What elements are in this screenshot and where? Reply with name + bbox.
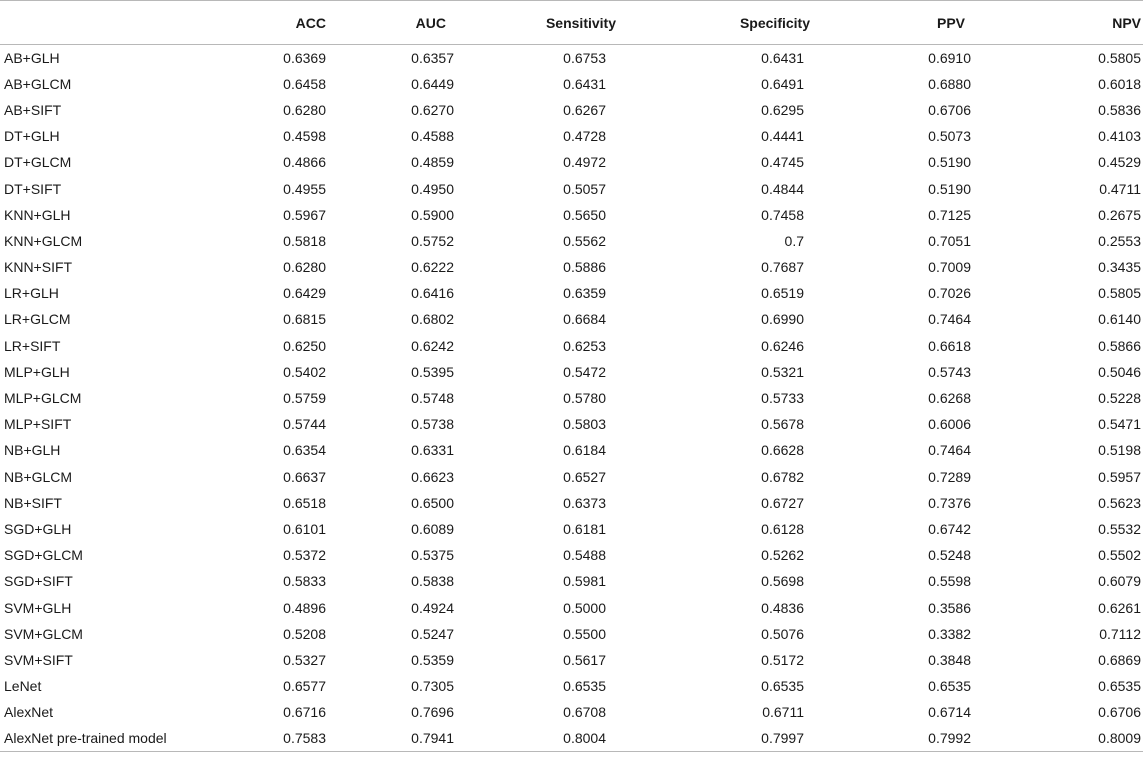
cell-model: AB+SIFT xyxy=(4,101,62,118)
cell-sensitivity: 0.6267 xyxy=(563,101,606,118)
cell-model: MLP+SIFT xyxy=(4,416,72,433)
cell-sensitivity: 0.5803 xyxy=(563,416,606,433)
cell-ppv: 0.7026 xyxy=(928,285,971,302)
cell-ppv: 0.6880 xyxy=(928,75,971,92)
cell-specificity: 0.6628 xyxy=(761,442,804,459)
cell-auc: 0.4950 xyxy=(411,180,454,197)
table-row xyxy=(0,516,1143,542)
cell-auc: 0.4924 xyxy=(411,599,454,616)
cell-sensitivity: 0.4972 xyxy=(563,154,606,171)
cell-npv: 0.6869 xyxy=(1098,651,1141,668)
cell-npv: 0.5532 xyxy=(1098,520,1141,537)
cell-acc: 0.5759 xyxy=(283,390,326,407)
table-row xyxy=(0,333,1143,359)
cell-model: MLP+GLH xyxy=(4,363,70,380)
cell-ppv: 0.7992 xyxy=(928,730,971,747)
cell-ppv: 0.5190 xyxy=(928,154,971,171)
cell-sensitivity: 0.6373 xyxy=(563,494,606,511)
cell-auc: 0.5359 xyxy=(411,651,454,668)
cell-specificity: 0.4836 xyxy=(761,599,804,616)
cell-specificity: 0.5321 xyxy=(761,363,804,380)
cell-ppv: 0.5598 xyxy=(928,573,971,590)
cell-npv: 0.4529 xyxy=(1098,154,1141,171)
cell-auc: 0.7941 xyxy=(411,730,454,747)
cell-specificity: 0.7458 xyxy=(761,206,804,223)
cell-sensitivity: 0.6684 xyxy=(563,311,606,328)
cell-model: SVM+GLCM xyxy=(4,625,83,642)
cell-specificity: 0.5262 xyxy=(761,547,804,564)
cell-sensitivity: 0.5057 xyxy=(563,180,606,197)
cell-ppv: 0.6535 xyxy=(928,678,971,695)
header-auc: AUC xyxy=(415,14,446,31)
cell-sensitivity: 0.6527 xyxy=(563,468,606,485)
cell-ppv: 0.6714 xyxy=(928,704,971,721)
table-row xyxy=(0,306,1143,332)
cell-sensitivity: 0.5000 xyxy=(563,599,606,616)
cell-model: DT+GLCM xyxy=(4,154,72,171)
table-row xyxy=(0,228,1143,254)
cell-ppv: 0.6910 xyxy=(928,49,971,66)
cell-sensitivity: 0.6535 xyxy=(563,678,606,695)
cell-specificity: 0.6727 xyxy=(761,494,804,511)
cell-ppv: 0.3382 xyxy=(928,625,971,642)
cell-acc: 0.6369 xyxy=(283,49,326,66)
cell-sensitivity: 0.6253 xyxy=(563,337,606,354)
cell-sensitivity: 0.6359 xyxy=(563,285,606,302)
cell-model: DT+SIFT xyxy=(4,180,62,197)
cell-sensitivity: 0.6708 xyxy=(563,704,606,721)
cell-auc: 0.7305 xyxy=(411,678,454,695)
cell-auc: 0.5247 xyxy=(411,625,454,642)
cell-ppv: 0.6268 xyxy=(928,390,971,407)
cell-acc: 0.6815 xyxy=(283,311,326,328)
cell-auc: 0.6270 xyxy=(411,101,454,118)
cell-ppv: 0.7289 xyxy=(928,468,971,485)
cell-model: AlexNet pre-trained model xyxy=(4,730,167,747)
cell-model: SGD+GLCM xyxy=(4,547,83,564)
header-model xyxy=(0,1,225,45)
cell-acc: 0.4896 xyxy=(283,599,326,616)
cell-acc: 0.6250 xyxy=(283,337,326,354)
cell-model: DT+GLH xyxy=(4,128,60,145)
cell-model: LeNet xyxy=(4,678,42,695)
table-row xyxy=(0,437,1143,463)
table-row xyxy=(0,175,1143,201)
cell-acc: 0.6518 xyxy=(283,494,326,511)
header-row xyxy=(0,1,1143,45)
cell-sensitivity: 0.5472 xyxy=(563,363,606,380)
cell-sensitivity: 0.5500 xyxy=(563,625,606,642)
cell-acc: 0.6354 xyxy=(283,442,326,459)
cell-sensitivity: 0.5617 xyxy=(563,651,606,668)
cell-model: LR+GLCM xyxy=(4,311,71,328)
cell-auc: 0.6357 xyxy=(411,49,454,66)
cell-ppv: 0.7376 xyxy=(928,494,971,511)
header-npv: NPV xyxy=(1112,14,1141,31)
table-row xyxy=(0,97,1143,123)
table-row xyxy=(0,490,1143,516)
cell-acc: 0.4955 xyxy=(283,180,326,197)
table-row xyxy=(0,123,1143,149)
cell-specificity: 0.6246 xyxy=(761,337,804,354)
cell-acc: 0.4598 xyxy=(283,128,326,145)
cell-acc: 0.6429 xyxy=(283,285,326,302)
cell-auc: 0.6802 xyxy=(411,311,454,328)
table-row xyxy=(0,621,1143,647)
cell-specificity: 0.6535 xyxy=(761,678,804,695)
table-row xyxy=(0,280,1143,306)
cell-sensitivity: 0.5488 xyxy=(563,547,606,564)
cell-ppv: 0.6618 xyxy=(928,337,971,354)
cell-model: NB+GLCM xyxy=(4,468,73,485)
cell-npv: 0.4711 xyxy=(1099,180,1141,197)
cell-npv: 0.5502 xyxy=(1098,547,1141,564)
cell-sensitivity: 0.5981 xyxy=(563,573,606,590)
cell-npv: 0.5836 xyxy=(1098,101,1141,118)
cell-acc: 0.5327 xyxy=(283,651,326,668)
cell-acc: 0.6280 xyxy=(283,101,326,118)
cell-auc: 0.6331 xyxy=(411,442,454,459)
cell-npv: 0.5228 xyxy=(1098,390,1141,407)
cell-acc: 0.6577 xyxy=(283,678,326,695)
cell-acc: 0.7583 xyxy=(283,730,326,747)
cell-model: MLP+GLCM xyxy=(4,390,82,407)
cell-specificity: 0.6295 xyxy=(761,101,804,118)
cell-auc: 0.5375 xyxy=(411,547,454,564)
cell-sensitivity: 0.5886 xyxy=(563,259,606,276)
cell-acc: 0.4866 xyxy=(283,154,326,171)
cell-specificity: 0.4844 xyxy=(761,180,804,197)
cell-sensitivity: 0.5650 xyxy=(563,206,606,223)
cell-npv: 0.7112 xyxy=(1099,625,1141,642)
cell-npv: 0.5471 xyxy=(1098,416,1141,433)
cell-sensitivity: 0.6181 xyxy=(563,520,606,537)
cell-specificity: 0.5172 xyxy=(761,651,804,668)
cell-npv: 0.5623 xyxy=(1098,494,1141,511)
cell-specificity: 0.6491 xyxy=(761,75,804,92)
cell-model: KNN+GLCM xyxy=(4,232,83,249)
cell-ppv: 0.5248 xyxy=(928,547,971,564)
cell-specificity: 0.6990 xyxy=(761,311,804,328)
table-row xyxy=(0,45,1143,71)
cell-sensitivity: 0.6753 xyxy=(563,49,606,66)
cell-ppv: 0.3586 xyxy=(928,599,971,616)
header-ppv: PPV xyxy=(936,14,965,31)
cell-ppv: 0.5743 xyxy=(928,363,971,380)
cell-model: AB+GLCM xyxy=(4,75,72,92)
cell-acc: 0.5208 xyxy=(283,625,326,642)
cell-npv: 0.6140 xyxy=(1098,311,1141,328)
cell-npv: 0.5805 xyxy=(1098,285,1141,302)
cell-ppv: 0.5190 xyxy=(928,180,971,197)
cell-acc: 0.6101 xyxy=(283,520,326,537)
cell-model: SVM+GLH xyxy=(4,599,72,616)
cell-npv: 0.6018 xyxy=(1098,75,1141,92)
cell-acc: 0.5402 xyxy=(283,363,326,380)
cell-model: LR+SIFT xyxy=(4,337,61,354)
cell-auc: 0.4859 xyxy=(411,154,454,171)
cell-auc: 0.6089 xyxy=(411,520,454,537)
cell-model: SVM+SIFT xyxy=(4,651,73,668)
table-row xyxy=(0,359,1143,385)
cell-auc: 0.5395 xyxy=(411,363,454,380)
cell-model: NB+GLH xyxy=(4,442,61,459)
cell-specificity: 0.6711 xyxy=(762,704,804,721)
cell-auc: 0.5838 xyxy=(411,573,454,590)
table-row xyxy=(0,71,1143,97)
cell-model: AlexNet xyxy=(4,704,54,721)
cell-npv: 0.2675 xyxy=(1098,206,1141,223)
cell-acc: 0.6637 xyxy=(283,468,326,485)
cell-specificity: 0.5698 xyxy=(761,573,804,590)
cell-ppv: 0.7464 xyxy=(928,311,971,328)
cell-ppv: 0.6742 xyxy=(928,520,971,537)
cell-auc: 0.6416 xyxy=(411,285,454,302)
cell-specificity: 0.6519 xyxy=(761,285,804,302)
cell-sensitivity: 0.6184 xyxy=(563,442,606,459)
cell-sensitivity: 0.5780 xyxy=(563,390,606,407)
table-row xyxy=(0,647,1143,673)
cell-npv: 0.8009 xyxy=(1098,730,1141,747)
cell-npv: 0.6261 xyxy=(1098,599,1141,616)
cell-sensitivity: 0.4728 xyxy=(563,128,606,145)
cell-ppv: 0.7051 xyxy=(928,232,971,249)
cell-acc: 0.5833 xyxy=(283,573,326,590)
table-row xyxy=(0,464,1143,490)
cell-npv: 0.5046 xyxy=(1098,363,1141,380)
cell-auc: 0.5900 xyxy=(411,206,454,223)
cell-npv: 0.5866 xyxy=(1098,337,1141,354)
cell-auc: 0.7696 xyxy=(411,704,454,721)
cell-specificity: 0.5733 xyxy=(761,390,804,407)
cell-auc: 0.6500 xyxy=(411,494,454,511)
cell-auc: 0.5738 xyxy=(411,416,454,433)
cell-sensitivity: 0.6431 xyxy=(563,75,606,92)
cell-auc: 0.4588 xyxy=(411,128,454,145)
cell-acc: 0.5967 xyxy=(283,206,326,223)
cell-specificity: 0.5678 xyxy=(761,416,804,433)
cell-auc: 0.6222 xyxy=(411,259,454,276)
cell-specificity: 0.7687 xyxy=(761,259,804,276)
header-sensitivity: Sensitivity xyxy=(545,14,616,31)
header-acc: ACC xyxy=(295,14,326,31)
cell-acc: 0.5744 xyxy=(283,416,326,433)
cell-acc: 0.5372 xyxy=(283,547,326,564)
table-row xyxy=(0,542,1143,568)
cell-npv: 0.2553 xyxy=(1098,232,1141,249)
table-row xyxy=(0,202,1143,228)
cell-model: NB+SIFT xyxy=(4,494,62,511)
cell-specificity: 0.5076 xyxy=(761,625,804,642)
cell-auc: 0.5748 xyxy=(411,390,454,407)
cell-ppv: 0.6006 xyxy=(928,416,971,433)
cell-model: KNN+GLH xyxy=(4,206,71,223)
cell-npv: 0.6079 xyxy=(1098,573,1141,590)
cell-model: SGD+SIFT xyxy=(4,573,73,590)
table-row xyxy=(0,385,1143,411)
cell-acc: 0.6280 xyxy=(283,259,326,276)
cell-ppv: 0.7464 xyxy=(928,442,971,459)
cell-model: SGD+GLH xyxy=(4,520,72,537)
cell-specificity: 0.6431 xyxy=(761,49,804,66)
table-row xyxy=(0,411,1143,437)
cell-ppv: 0.5073 xyxy=(928,128,971,145)
cell-auc: 0.6623 xyxy=(411,468,454,485)
cell-npv: 0.5198 xyxy=(1098,442,1141,459)
cell-npv: 0.5805 xyxy=(1098,49,1141,66)
table-row xyxy=(0,568,1143,594)
cell-ppv: 0.3848 xyxy=(928,651,971,668)
table-row xyxy=(0,149,1143,175)
cell-ppv: 0.7009 xyxy=(928,259,971,276)
header-specificity: Specificity xyxy=(739,14,810,31)
cell-specificity: 0.6128 xyxy=(761,520,804,537)
table-row xyxy=(0,673,1143,699)
cell-npv: 0.4103 xyxy=(1098,128,1141,145)
cell-acc: 0.5818 xyxy=(283,232,326,249)
cell-specificity: 0.6782 xyxy=(761,468,804,485)
cell-specificity: 0.7 xyxy=(784,232,804,249)
cell-model: KNN+SIFT xyxy=(4,259,73,276)
cell-npv: 0.6535 xyxy=(1098,678,1141,695)
table-row xyxy=(0,699,1143,725)
cell-model: AB+GLH xyxy=(4,49,60,66)
cell-auc: 0.6242 xyxy=(411,337,454,354)
cell-specificity: 0.4745 xyxy=(761,154,804,171)
cell-specificity: 0.4441 xyxy=(761,128,804,145)
cell-npv: 0.3435 xyxy=(1098,259,1141,276)
table-header xyxy=(0,1,1143,45)
table-body xyxy=(0,45,1143,752)
table-row xyxy=(0,254,1143,280)
cell-specificity: 0.7997 xyxy=(761,730,804,747)
cell-auc: 0.6449 xyxy=(411,75,454,92)
cell-sensitivity: 0.8004 xyxy=(563,730,606,747)
cell-npv: 0.5957 xyxy=(1098,468,1141,485)
table-row xyxy=(0,725,1143,751)
cell-ppv: 0.7125 xyxy=(928,206,971,223)
cell-acc: 0.6716 xyxy=(283,704,326,721)
cell-acc: 0.6458 xyxy=(283,75,326,92)
cell-auc: 0.5752 xyxy=(411,232,454,249)
cell-ppv: 0.6706 xyxy=(928,101,971,118)
cell-model: LR+GLH xyxy=(4,285,59,302)
table-row xyxy=(0,594,1143,620)
cell-sensitivity: 0.5562 xyxy=(563,232,606,249)
cell-npv: 0.6706 xyxy=(1098,704,1141,721)
